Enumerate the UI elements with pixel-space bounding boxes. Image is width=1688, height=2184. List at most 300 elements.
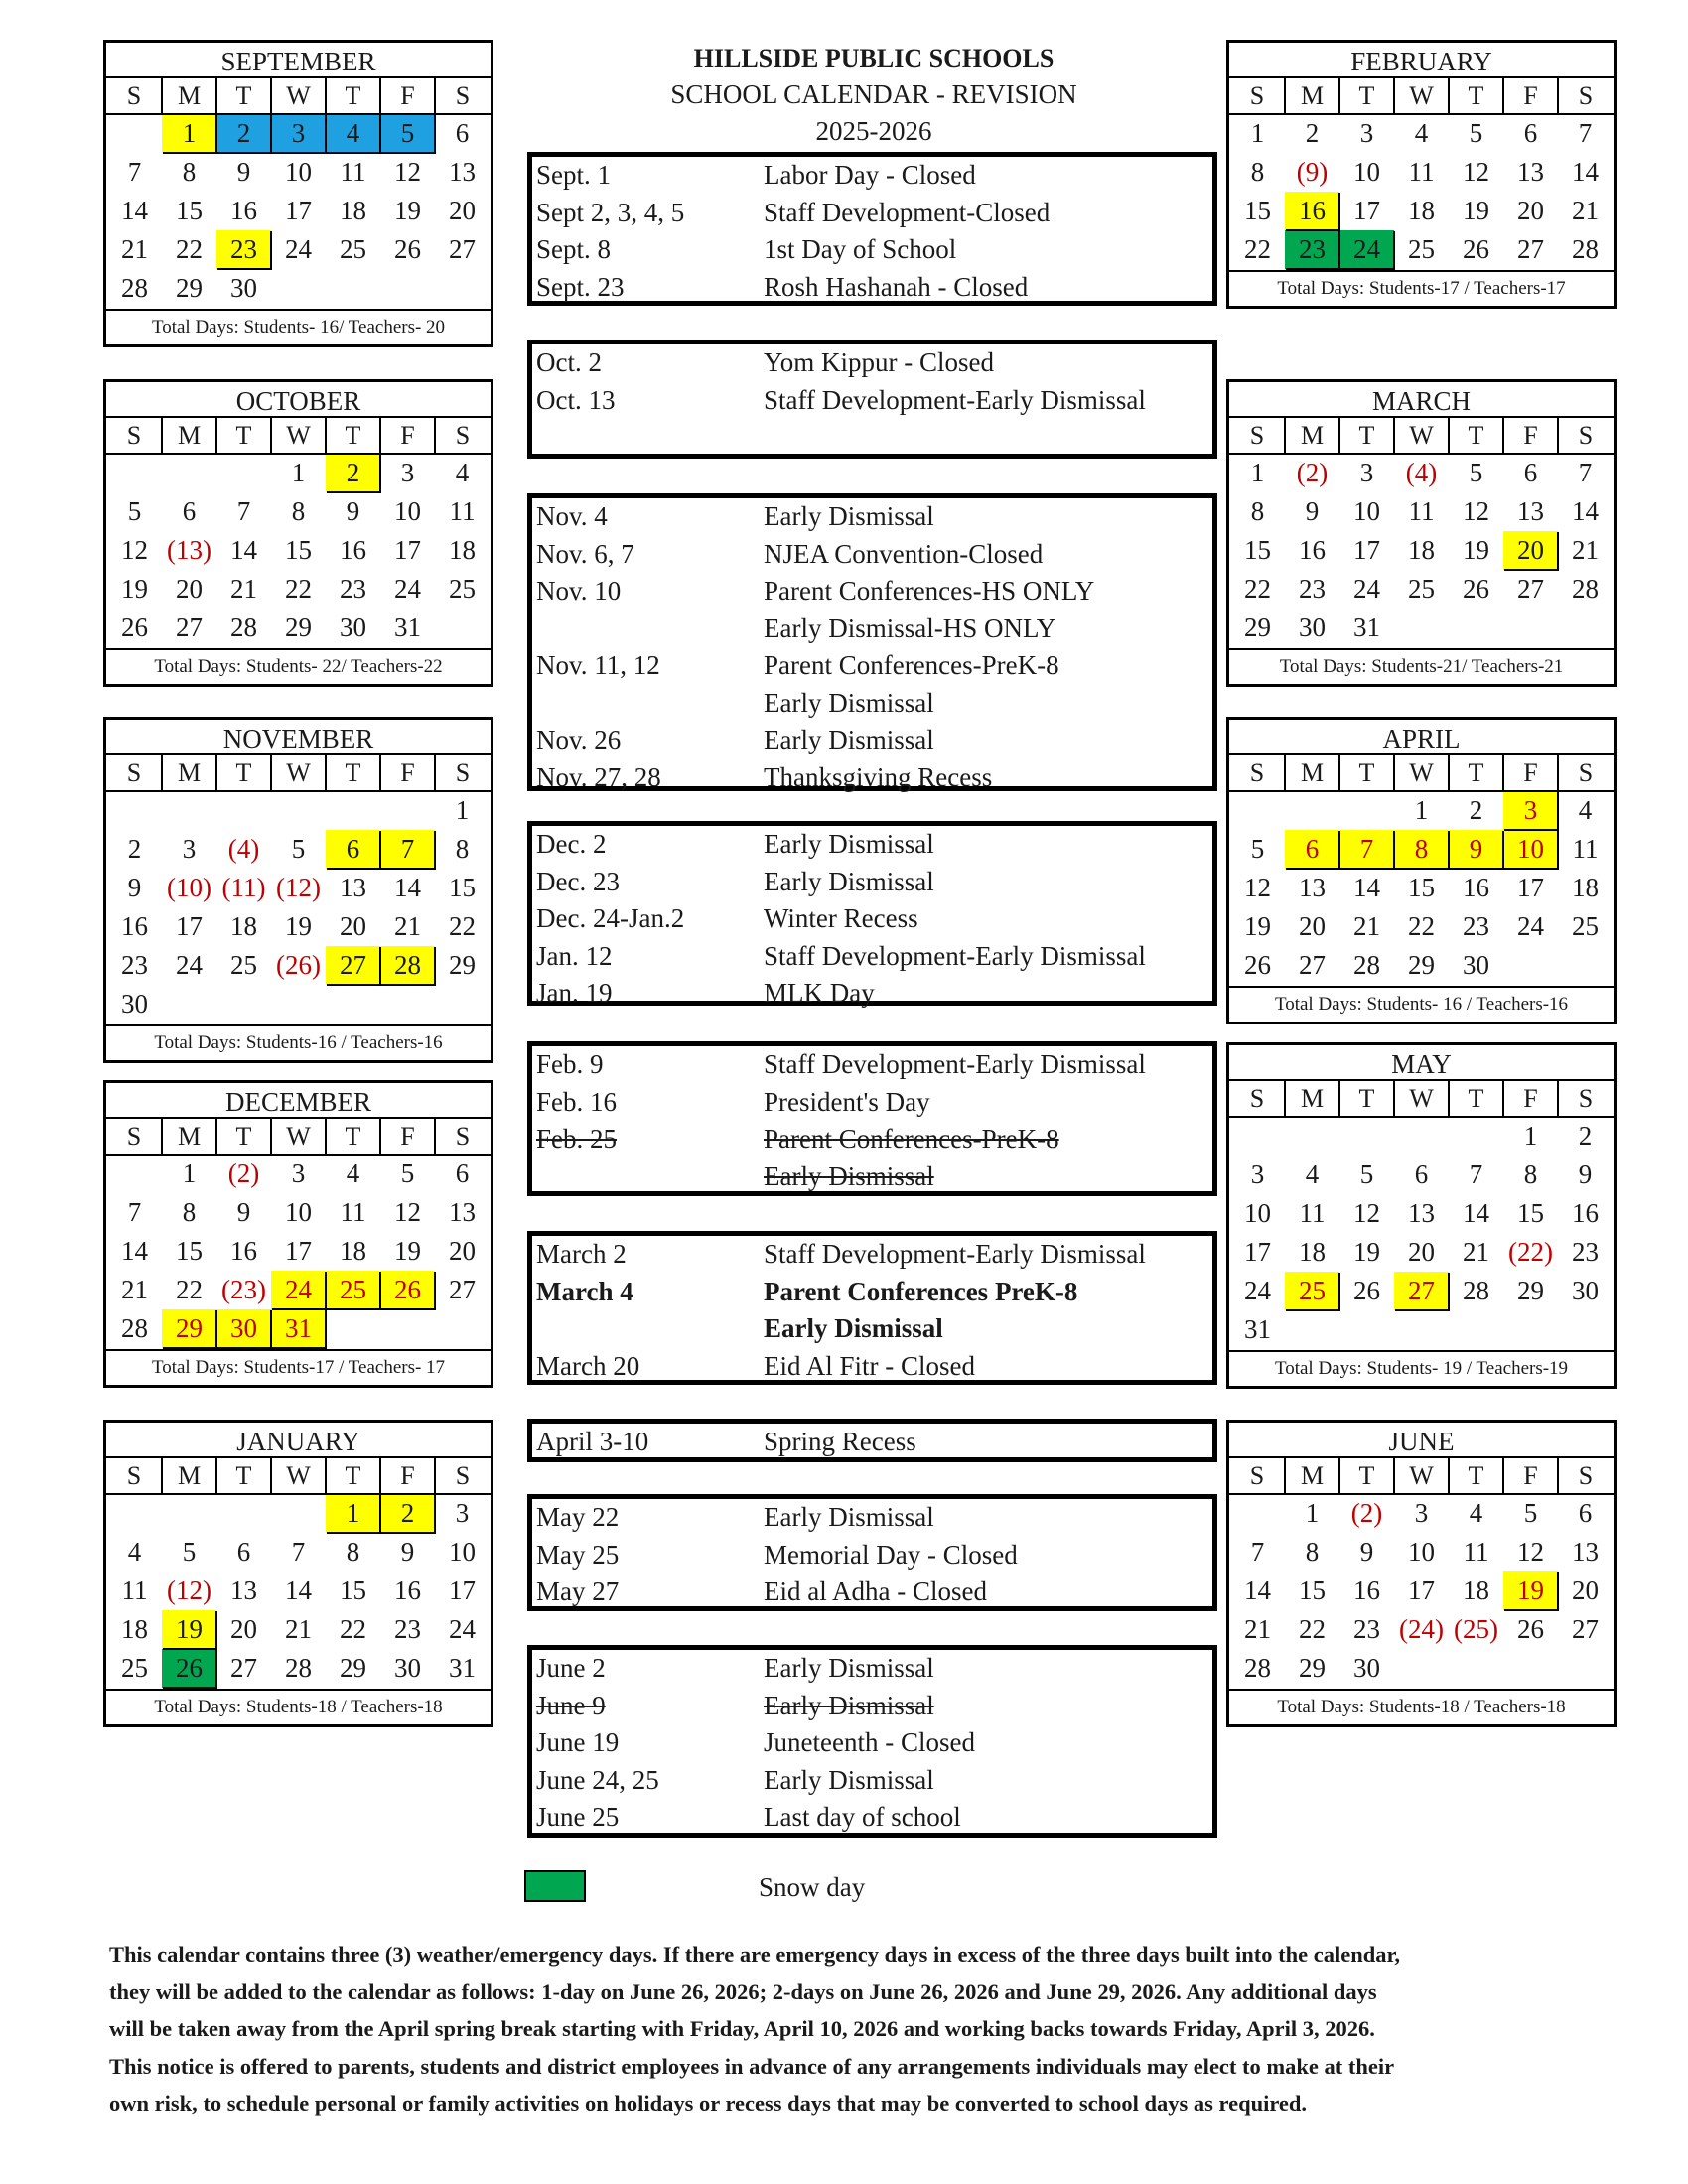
calendar-day: 26 xyxy=(121,613,148,642)
calendar-empty-cell xyxy=(1449,1117,1503,1156)
calendar-day: 5 xyxy=(291,834,306,864)
calendar-empty-cell xyxy=(326,269,380,308)
calendar-day: 10 xyxy=(449,1537,476,1567)
calendar-day: 8 xyxy=(1250,157,1265,187)
calendar-day: 5 xyxy=(380,114,435,153)
weekday-header: T xyxy=(216,755,271,791)
event-description: Staff Development-Early Dismissal xyxy=(764,1239,1146,1269)
calendar-day: 14 xyxy=(1353,873,1380,902)
calendar-day: 2 xyxy=(1578,1121,1593,1151)
calendar-day: 5 xyxy=(1523,1498,1538,1528)
weekday-header: W xyxy=(1394,418,1449,454)
month-name: APRIL xyxy=(1229,720,1614,755)
event-description: Early Dismissal xyxy=(764,1502,934,1532)
weekday-header: S xyxy=(435,1458,490,1494)
calendar-day: 21 xyxy=(1572,196,1599,225)
calendar-day: 7 xyxy=(1578,458,1593,487)
calendar-day: 15 xyxy=(1244,196,1271,225)
calendar-day: 5 xyxy=(400,1159,415,1188)
event-row xyxy=(532,975,1212,1013)
calendar-day: 16 xyxy=(121,911,148,941)
weekday-header: F xyxy=(380,1458,435,1494)
calendar-day: 28 xyxy=(230,613,257,642)
calendar-empty-cell xyxy=(162,454,216,492)
event-description: Thanksgiving Recess xyxy=(764,761,993,792)
event-row xyxy=(532,1688,1212,1725)
event-date: May 27 xyxy=(536,1576,620,1606)
calendar-day: 23 xyxy=(1285,230,1339,269)
calendar-day: 28 xyxy=(121,1313,148,1343)
month-march xyxy=(1226,379,1617,687)
calendar-day: 1 xyxy=(1305,1498,1320,1528)
calendar-day: 5 xyxy=(1469,458,1483,487)
calendar-day: 6 xyxy=(326,830,380,869)
calendar-day: 28 xyxy=(121,273,148,303)
calendar-day: 17 xyxy=(1517,873,1544,902)
month-name: MAY xyxy=(1229,1045,1614,1081)
calendar-day: 18 xyxy=(340,196,366,225)
calendar-day: 14 xyxy=(121,1236,148,1266)
calendar-day: 16 xyxy=(230,196,257,225)
events-november xyxy=(527,493,1217,791)
calendar-day: 27 xyxy=(1517,574,1544,604)
weekday-header: S xyxy=(107,755,162,791)
calendar-day: 20 xyxy=(176,574,203,604)
event-date: Nov. 10 xyxy=(536,576,622,606)
calendar-day: 7 xyxy=(127,1197,142,1227)
calendar-day: 5 xyxy=(1469,118,1483,148)
calendar-day: 14 xyxy=(121,196,148,225)
calendar-empty-cell xyxy=(162,1494,216,1533)
calendar-day: 2 xyxy=(326,454,380,492)
emergency-days-note xyxy=(109,1936,1569,2122)
calendar-day: 20 xyxy=(1408,1237,1435,1267)
calendar-day: 6 xyxy=(455,1159,470,1188)
events-april xyxy=(527,1419,1217,1462)
event-description: Early Dismissal xyxy=(764,866,934,896)
weekday-header: F xyxy=(380,78,435,114)
calendar-day: 4 xyxy=(1469,1498,1483,1528)
weekday-header: F xyxy=(1503,78,1558,114)
calendar-day: 29 xyxy=(1517,1276,1544,1305)
calendar-day: 25 xyxy=(449,574,476,604)
weekday-header: T xyxy=(216,1458,271,1494)
calendar-day: 10 xyxy=(1353,157,1380,187)
calendar-day: 14 xyxy=(1244,1575,1271,1605)
weekday-header: S xyxy=(1230,418,1285,454)
calendar-day: 22 xyxy=(176,1275,203,1304)
calendar-empty-cell xyxy=(107,1155,162,1193)
calendar-day: 20 xyxy=(1299,911,1326,941)
calendar-empty-cell xyxy=(1230,1494,1285,1533)
event-date: Jan. 19 xyxy=(536,978,613,1008)
calendar-day: 9 xyxy=(1449,830,1503,869)
calendar-day: (22) xyxy=(1508,1237,1553,1267)
calendar-day: 9 xyxy=(1359,1537,1374,1567)
calendar-day: 8 xyxy=(346,1537,360,1567)
event-row xyxy=(532,573,1212,611)
month-november xyxy=(103,717,493,1063)
events-february xyxy=(527,1041,1217,1196)
calendar-empty-cell xyxy=(107,1494,162,1533)
calendar-day: 30 xyxy=(394,1653,421,1683)
calendar-day: (26) xyxy=(276,950,321,980)
calendar-day: 8 xyxy=(1305,1537,1320,1567)
weekday-header: M xyxy=(1285,1081,1339,1117)
calendar-day: 12 xyxy=(1463,496,1489,526)
event-row xyxy=(532,722,1212,759)
calendar-empty-cell xyxy=(162,791,216,830)
calendar-day: 22 xyxy=(1299,1614,1326,1644)
calendar-day: 25 xyxy=(1285,1272,1339,1310)
calendar-day: 2 xyxy=(216,114,271,153)
calendar-day: 18 xyxy=(1408,535,1435,565)
month-total-days: Total Days: Students-17 / Teachers-17 xyxy=(1229,270,1614,306)
events-june xyxy=(527,1645,1217,1838)
calendar-day: 17 xyxy=(1244,1237,1271,1267)
calendar-day: 31 xyxy=(394,613,421,642)
event-description: Staff Development-Early Dismissal xyxy=(764,940,1146,971)
calendar-day: 10 xyxy=(1244,1198,1271,1228)
weekday-header: S xyxy=(1558,755,1613,791)
calendar-day: 29 xyxy=(176,273,203,303)
calendar-day: 15 xyxy=(340,1575,366,1605)
event-description: Spring Recess xyxy=(764,1427,916,1456)
weekday-header: S xyxy=(1230,78,1285,114)
calendar-day: 24 xyxy=(271,1271,326,1309)
calendar-subtitle: SCHOOL CALENDAR - REVISION xyxy=(670,79,1077,109)
calendar-day: 26 xyxy=(394,234,421,264)
event-description: Early Dismissal xyxy=(764,501,934,531)
calendar-day: 17 xyxy=(285,196,312,225)
calendar-day: 15 xyxy=(1408,873,1435,902)
weekday-header: M xyxy=(1285,1458,1339,1494)
calendar-day: 9 xyxy=(236,1197,251,1227)
calendar-day: 28 xyxy=(285,1653,312,1683)
calendar-day: 23 xyxy=(1353,1614,1380,1644)
weekday-header: W xyxy=(271,1119,326,1155)
event-row xyxy=(532,1046,1212,1084)
event-row xyxy=(532,900,1212,938)
calendar-day: 14 xyxy=(1572,496,1599,526)
event-description: Parent Conferences-PreK-8 xyxy=(764,1124,1059,1154)
calendar-day: 12 xyxy=(121,535,148,565)
calendar-day: 30 xyxy=(230,273,257,303)
calendar-day: 15 xyxy=(1299,1575,1326,1605)
weekday-header: T xyxy=(1339,78,1394,114)
calendar-day: 19 xyxy=(1353,1237,1380,1267)
event-date: Oct. 2 xyxy=(536,347,602,377)
calendar-day: 22 xyxy=(1408,911,1435,941)
calendar-empty-cell xyxy=(380,985,435,1024)
calendar-day: 7 xyxy=(1339,830,1394,869)
calendar-day: 24 xyxy=(449,1614,476,1644)
event-date: Jan. 12 xyxy=(536,940,613,971)
calendar-day: 20 xyxy=(449,196,476,225)
event-date: Nov. 26 xyxy=(536,725,622,754)
calendar-empty-cell xyxy=(1394,1117,1449,1156)
calendar-day: 26 xyxy=(1463,234,1489,264)
calendar-day: 5 xyxy=(1250,834,1265,864)
weekday-header: S xyxy=(1558,1081,1613,1117)
calendar-day: 21 xyxy=(1463,1237,1489,1267)
weekday-header: W xyxy=(271,755,326,791)
calendar-day: 19 xyxy=(1503,1571,1558,1610)
calendar-day: 11 xyxy=(1463,1537,1489,1567)
calendar-empty-cell xyxy=(1449,1649,1503,1688)
calendar-day: 21 xyxy=(230,574,257,604)
calendar-empty-cell xyxy=(1558,609,1613,647)
calendar-day: 18 xyxy=(1408,196,1435,225)
event-date: Nov. 4 xyxy=(536,501,608,531)
calendar-day: 8 xyxy=(1523,1160,1538,1189)
calendar-day: 11 xyxy=(1408,496,1435,526)
month-may xyxy=(1226,1042,1617,1389)
calendar-day: (4) xyxy=(1405,458,1438,487)
calendar-day: 16 xyxy=(1572,1198,1599,1228)
calendar-day: 19 xyxy=(1244,911,1271,941)
event-row xyxy=(532,1274,1212,1311)
calendar-day: 25 xyxy=(1408,574,1435,604)
calendar-empty-cell xyxy=(326,791,380,830)
calendar-empty-cell xyxy=(1339,791,1394,830)
weekday-header: S xyxy=(435,78,490,114)
calendar-day: 3 xyxy=(1359,118,1374,148)
calendar-empty-cell xyxy=(216,791,271,830)
weekday-header: W xyxy=(271,1458,326,1494)
weekday-header: M xyxy=(162,1458,216,1494)
event-date: Sept 2, 3, 4, 5 xyxy=(536,197,685,227)
event-row xyxy=(532,1121,1212,1159)
calendar-day: 30 xyxy=(340,613,366,642)
weekday-header: S xyxy=(435,755,490,791)
calendar-day: 26 xyxy=(162,1649,216,1688)
calendar-day: 28 xyxy=(1353,950,1380,980)
events-march xyxy=(527,1231,1217,1385)
note-line: This calendar contains three (3) weather/emergency days. If there are emergency days in excess of the three days built into the calendar, xyxy=(109,1942,1401,1967)
calendar-day: (2) xyxy=(227,1159,260,1188)
calendar-day: 23 xyxy=(1299,574,1326,604)
calendar-day: 19 xyxy=(121,574,148,604)
calendar-day: 6 xyxy=(455,118,470,148)
weekday-header: W xyxy=(1394,1081,1449,1117)
month-total-days: Total Days: Students-18 / Teachers-18 xyxy=(1229,1689,1614,1724)
note-line: This notice is offered to parents, students and district employees in advance of any arrangements individuals may elect to make at their xyxy=(109,2053,1395,2079)
calendar-day: 12 xyxy=(394,1197,421,1227)
calendar-day: 20 xyxy=(1517,196,1544,225)
calendar-empty-cell xyxy=(1230,791,1285,830)
calendar-day: 7 xyxy=(127,157,142,187)
event-date: Nov. 27, 28 xyxy=(536,761,661,792)
event-date: Oct. 13 xyxy=(536,384,616,415)
calendar-empty-cell xyxy=(216,1494,271,1533)
calendar-day: 24 xyxy=(1339,230,1394,269)
weekday-header: F xyxy=(1503,755,1558,791)
calendar-day: 11 xyxy=(1299,1198,1326,1228)
month-name: JUNE xyxy=(1229,1423,1614,1458)
event-date: Feb. 9 xyxy=(536,1049,604,1079)
calendar-day: (13) xyxy=(167,535,211,565)
calendar-day: 22 xyxy=(285,574,312,604)
calendar-empty-cell xyxy=(107,454,162,492)
calendar-day: 28 xyxy=(1572,234,1599,264)
weekday-header: F xyxy=(1503,418,1558,454)
event-row xyxy=(532,1236,1212,1274)
calendar-day: 3 xyxy=(182,834,197,864)
calendar-day: 28 xyxy=(1572,574,1599,604)
calendar-day: 24 xyxy=(394,574,421,604)
weekday-header: T xyxy=(326,1458,380,1494)
weekday-header: M xyxy=(162,755,216,791)
calendar-day: 2 xyxy=(380,1494,435,1533)
calendar-day: 29 xyxy=(1408,950,1435,980)
event-description: Labor Day - Closed xyxy=(764,160,976,190)
calendar-day: 4 xyxy=(1414,118,1429,148)
calendar-day: (4) xyxy=(227,834,260,864)
calendar-day: 22 xyxy=(1244,574,1271,604)
calendar-day: 5 xyxy=(182,1537,197,1567)
month-june xyxy=(1226,1420,1617,1727)
calendar-day: 11 xyxy=(1572,834,1599,864)
calendar-day: 27 xyxy=(230,1653,257,1683)
calendar-day: 31 xyxy=(449,1653,476,1683)
calendar-day: 25 xyxy=(230,950,257,980)
calendar-day: 9 xyxy=(1578,1160,1593,1189)
calendar-day: 12 xyxy=(1244,873,1271,902)
calendar-day: 21 xyxy=(1353,911,1380,941)
weekday-header: S xyxy=(1230,755,1285,791)
weekday-header: W xyxy=(271,418,326,454)
weekday-header: T xyxy=(216,418,271,454)
calendar-day: 10 xyxy=(1408,1537,1435,1567)
calendar-empty-cell xyxy=(1449,609,1503,647)
calendar-day: 14 xyxy=(285,1575,312,1605)
calendar-day: 1 xyxy=(455,795,470,825)
calendar-empty-cell xyxy=(271,791,326,830)
calendar-day: 8 xyxy=(182,157,197,187)
calendar-day: 25 xyxy=(1408,234,1435,264)
event-description: Eid Al Fitr - Closed xyxy=(764,1350,976,1381)
calendar-day: 21 xyxy=(1572,535,1599,565)
event-date: Sept. 8 xyxy=(536,234,612,264)
event-row xyxy=(532,1537,1212,1574)
calendar-day: 1 xyxy=(162,114,216,153)
calendar-day: 15 xyxy=(1517,1198,1544,1228)
calendar-day: 8 xyxy=(291,496,306,526)
weekday-header: T xyxy=(1449,418,1503,454)
calendar-day: 18 xyxy=(1572,873,1599,902)
calendar-day: 20 xyxy=(449,1236,476,1266)
calendar-day: 4 xyxy=(326,114,380,153)
calendar-day: 16 xyxy=(340,535,366,565)
calendar-day: 14 xyxy=(1572,157,1599,187)
event-row xyxy=(532,498,1212,536)
event-description: Yom Kippur - Closed xyxy=(764,347,995,377)
snow-day-swatch xyxy=(524,1870,586,1902)
calendar-day: 29 xyxy=(1299,1653,1326,1683)
calendar-day: 23 xyxy=(121,950,148,980)
calendar-day: (11) xyxy=(221,873,266,902)
calendar-empty-cell xyxy=(1449,1310,1503,1349)
calendar-day: 20 xyxy=(1503,531,1558,570)
calendar-day: 13 xyxy=(1572,1537,1599,1567)
calendar-empty-cell xyxy=(1339,1310,1394,1349)
calendar-empty-cell xyxy=(1339,1117,1394,1156)
weekday-header: T xyxy=(326,755,380,791)
calendar-day: 18 xyxy=(449,535,476,565)
event-date: Sept. 1 xyxy=(536,160,612,190)
event-date: April 3-10 xyxy=(536,1427,649,1456)
event-row xyxy=(532,685,1212,723)
calendar-day: 13 xyxy=(1408,1198,1435,1228)
calendar-day: 7 xyxy=(380,830,435,869)
calendar-empty-cell xyxy=(380,269,435,308)
calendar-day: 30 xyxy=(1572,1276,1599,1305)
calendar-day: 21 xyxy=(285,1614,312,1644)
calendar-day: 30 xyxy=(216,1309,271,1348)
event-description: Early Dismissal xyxy=(764,687,934,718)
event-description: Early Dismissal-HS ONLY xyxy=(764,613,1056,643)
calendar-day: 23 xyxy=(1572,1237,1599,1267)
weekday-header: T xyxy=(1339,1081,1394,1117)
weekday-header: T xyxy=(1339,755,1394,791)
calendar-day: 17 xyxy=(1353,535,1380,565)
calendar-day: 6 xyxy=(236,1537,251,1567)
month-name: SEPTEMBER xyxy=(106,43,491,78)
calendar-day: 4 xyxy=(127,1537,142,1567)
weekday-header: T xyxy=(1449,78,1503,114)
event-date: June 2 xyxy=(536,1653,606,1683)
calendar-day: 9 xyxy=(236,157,251,187)
event-row xyxy=(532,647,1212,685)
calendar-day: 17 xyxy=(449,1575,476,1605)
calendar-day: 5 xyxy=(127,496,142,526)
event-date: June 19 xyxy=(536,1727,620,1757)
calendar-day: 11 xyxy=(1408,157,1435,187)
weekday-header: S xyxy=(107,78,162,114)
event-row xyxy=(532,382,1212,420)
calendar-empty-cell xyxy=(107,114,162,153)
calendar-day: 22 xyxy=(449,911,476,941)
calendar-day: 16 xyxy=(1285,192,1339,230)
calendar-day: 19 xyxy=(1463,196,1489,225)
calendar-empty-cell xyxy=(1503,609,1558,647)
calendar-day: 2 xyxy=(1305,118,1320,148)
event-row xyxy=(532,1724,1212,1762)
calendar-day: 7 xyxy=(236,496,251,526)
calendar-day: 3 xyxy=(455,1498,470,1528)
calendar-day: 31 xyxy=(1353,613,1380,642)
event-row xyxy=(532,1650,1212,1688)
weekday-header: T xyxy=(216,78,271,114)
weekday-header: F xyxy=(380,755,435,791)
calendar-day: 2 xyxy=(127,834,142,864)
calendar-day: 4 xyxy=(455,458,470,487)
calendar-empty-cell xyxy=(1558,1310,1613,1349)
calendar-day: 22 xyxy=(176,234,203,264)
calendar-day: 26 xyxy=(1244,950,1271,980)
calendar-day: 13 xyxy=(1517,157,1544,187)
district-title: HILLSIDE PUBLIC SCHOOLS xyxy=(693,44,1055,72)
calendar-day: 19 xyxy=(394,196,421,225)
event-description: Early Dismissal xyxy=(764,1653,934,1683)
calendar-empty-cell xyxy=(1285,1117,1339,1156)
calendar-day: 10 xyxy=(1503,830,1558,869)
month-total-days: Total Days: Students-16 / Teachers-16 xyxy=(106,1024,491,1060)
weekday-header: F xyxy=(380,1119,435,1155)
calendar-day: 2 xyxy=(1469,795,1483,825)
event-date: March 4 xyxy=(536,1276,633,1306)
